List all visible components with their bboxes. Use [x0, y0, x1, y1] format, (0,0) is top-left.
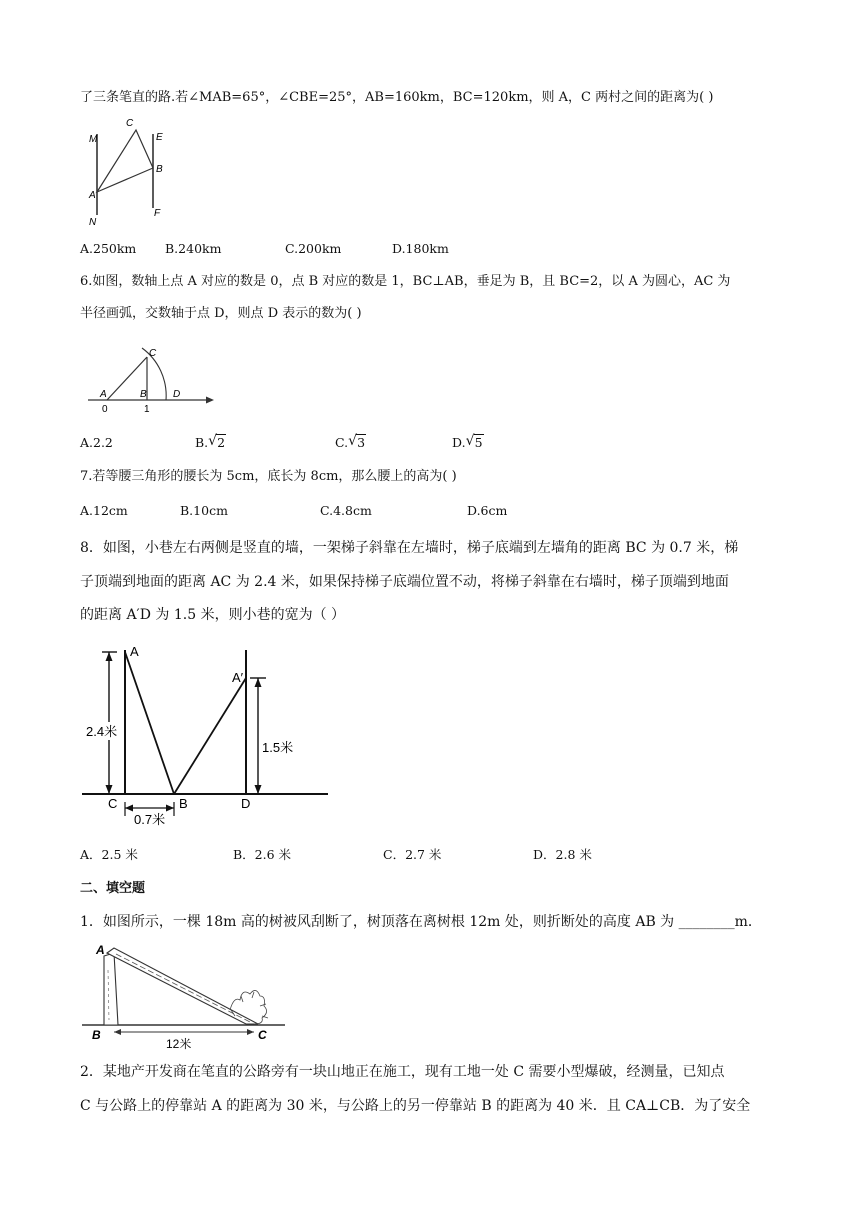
fill-q2-line-1: 2．某地产开发商在笔直的公路旁有一块山地正在施工，现有工地一处 C 需要小型爆破，经测量，已知点	[80, 1064, 725, 1080]
triangle-acb	[97, 130, 153, 192]
fallen-trunk	[107, 948, 258, 1024]
q8-line-1: 8．如图，小巷左右两侧是竖直的墙，一架梯子斜靠在左墙时，梯子底端到左墙角的距离 BC 为 0.7 米，梯	[80, 540, 739, 556]
ladder-right	[174, 678, 246, 794]
q5-figure	[80, 112, 170, 232]
label-12m: 12米	[166, 1037, 192, 1051]
q7-option-d: D.6cm	[467, 503, 508, 518]
q7-stem: 7.若等腰三角形的腰长为 5cm，底长为 8cm，那么腰上的高为( )	[80, 469, 457, 484]
label-a: A	[89, 190, 96, 201]
q6-option-b: B. √ 2	[195, 433, 226, 450]
label-c: C	[258, 1028, 267, 1042]
label-1-5m: 1.5米	[262, 740, 294, 755]
fallen-trunk-texture	[116, 954, 250, 1022]
arrow-right	[247, 1029, 254, 1035]
q7-option-b: B.10cm	[180, 503, 228, 518]
arrow-up	[255, 678, 262, 687]
arrow-right	[166, 805, 174, 812]
q8-option-a: A．2.5 米	[80, 847, 138, 862]
label-f: F	[154, 208, 161, 219]
q8-option-d: D．2.8 米	[533, 847, 592, 862]
q6-option-a: A.2.2	[80, 435, 113, 450]
fill-q2-line-2: C 与公路上的停靠站 A 的距离为 30 米，与公路上的另一停靠站 B 的距离为 40 米．且 CA⊥CB．为了安全	[80, 1098, 751, 1114]
fill-q1-stem: 1．如图所示，一棵 18m 高的树被风刮断了，树顶落在离树根 12m 处，则折断处的高度 AB 为 ________m．	[80, 914, 762, 930]
q5-option-b: B.240km	[165, 241, 222, 256]
arrow-left	[114, 1029, 121, 1035]
label-b: B	[92, 1028, 101, 1042]
arrow-up	[106, 652, 113, 661]
label-a-prime: A′	[232, 670, 244, 685]
label-2-4m: 2.4米	[86, 724, 118, 739]
radicand: 5	[474, 435, 483, 450]
q8-option-c: C．2.7 米	[383, 847, 442, 862]
q5-option-c: C.200km	[285, 241, 342, 256]
label-a: A	[130, 644, 139, 659]
q6-line-2: 半径画弧，交数轴于点 D，则点 D 表示的数为( )	[80, 306, 362, 321]
axis-arrow	[206, 397, 214, 404]
q5-option-a: A.250km	[80, 241, 137, 256]
q5-option-d: D.180km	[392, 241, 449, 256]
q8-line-2: 子顶端到地面的距离 AC 为 2.4 米，如果保持梯子底端位置不动，将梯子斜靠在右墙时，梯子顶端到地面	[80, 574, 729, 590]
q6-option-d: D. √ 5	[452, 433, 483, 450]
q6-line-1: 6.如图，数轴上点 A 对应的数是 0，点 B 对应的数是 1，BC⊥AB，垂足为 B，且 BC=2，以 A 为圆心，AC 为	[80, 274, 731, 289]
radicand: 2	[217, 435, 226, 450]
q7-option-c: C.4.8cm	[320, 503, 372, 518]
arrow-left	[125, 805, 133, 812]
tick-0: 0	[102, 404, 108, 415]
label-a: A	[100, 389, 107, 400]
label-e: E	[156, 132, 163, 143]
label-a: A	[96, 943, 105, 957]
q6-option-c: C. √ 3	[335, 433, 366, 450]
tick-1: 1	[144, 404, 150, 415]
q8-figure	[80, 640, 340, 840]
q7-option-a: A.12cm	[80, 503, 128, 518]
label-d: D	[173, 389, 181, 400]
q8-line-3: 的距离 A′D 为 1.5 米，则小巷的宽为（ ）	[80, 607, 346, 623]
fill-q1-figure	[80, 940, 290, 1050]
label-d: D	[241, 796, 251, 811]
tree-trunk	[104, 953, 118, 1025]
q5-stem: 了三条笔直的路.若∠MAB=65°，∠CBE=25°，AB=160km，BC=120km，则 A，C 两村之间的距离为( )	[80, 90, 714, 105]
q8-option-b: B．2.6 米	[233, 847, 292, 862]
ladder-left	[125, 652, 174, 794]
label-b: B	[156, 164, 163, 175]
arrow-down	[255, 785, 262, 794]
label-0-7m: 0.7米	[134, 812, 166, 827]
label-m: M	[89, 134, 98, 145]
label-b: B	[140, 389, 147, 400]
label-b: B	[179, 796, 188, 811]
arrow-down	[106, 785, 113, 794]
label-c: C	[108, 796, 118, 811]
section-title: 二、填空题	[80, 881, 146, 896]
label-n: N	[89, 217, 97, 228]
label-c: C	[149, 348, 157, 359]
label-c: C	[126, 118, 134, 129]
radicand: 3	[357, 435, 366, 450]
q6-figure	[80, 340, 220, 420]
